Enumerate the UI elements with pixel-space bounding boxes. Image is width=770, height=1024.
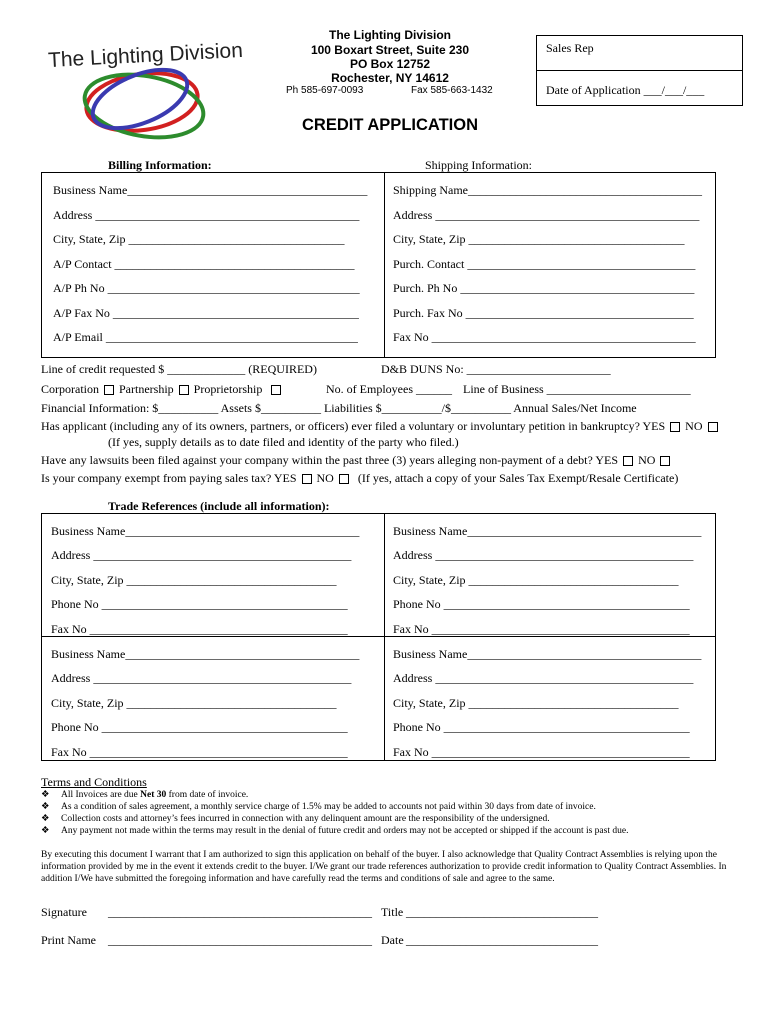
tax-exempt-yes-checkbox[interactable]: [302, 474, 312, 484]
signature-field[interactable]: ____________________________________________: [108, 905, 372, 919]
trade-ref-3-address-field[interactable]: Address ___________________________________________: [51, 671, 352, 685]
billing-city-state-zip-field[interactable]: City, State, Zip ____________________________________: [53, 232, 345, 246]
company-name: The Lighting Division: [329, 28, 451, 42]
trade-ref-1-phone-field[interactable]: Phone No _________________________________________: [51, 597, 348, 611]
corporation-checkbox[interactable]: [104, 385, 114, 395]
terms-bullet-1-text-end: from date of invoice.: [166, 790, 249, 800]
trade-ref-1-city-state-zip-field[interactable]: City, State, Zip ___________________________________: [51, 573, 337, 587]
trade-ref-2-business-name-field[interactable]: Business Name_______________________________________: [393, 524, 702, 538]
trade-ref-3-city-state-zip-field[interactable]: City, State, Zip ___________________________________: [51, 696, 337, 710]
trade-ref-4-fax-field[interactable]: Fax No ___________________________________________: [393, 745, 690, 759]
tax-exempt-question: [41, 471, 678, 486]
company-city: Rochester, NY 14612: [331, 71, 449, 85]
trade-ref-2-phone-field[interactable]: Phone No _________________________________________: [393, 597, 690, 611]
tax-exempt-note: (If yes, attach a copy of your Sales Tax Exempt/Resale Certificate): [357, 471, 679, 485]
trade-ref-2-address-field[interactable]: Address ___________________________________________: [393, 548, 694, 562]
bankruptcy-question-text: Has applicant (including any of its owners, partners, or officers) ever filed a voluntary or involuntary petition in bankruptcy? YES: [41, 419, 666, 433]
trade-ref-1-address-field[interactable]: Address ___________________________________________: [51, 548, 352, 562]
shipping-address-field[interactable]: Address ____________________________________________: [393, 208, 700, 222]
duns-number-field[interactable]: D&B DUNS No: ________________________: [381, 362, 611, 376]
lawsuit-no-checkbox[interactable]: [660, 456, 670, 466]
proprietorship-checkbox[interactable]: [271, 385, 281, 395]
title-label: Title: [381, 905, 404, 919]
bullet-icon: ❖: [41, 814, 50, 824]
trade-ref-2-fax-field[interactable]: Fax No ___________________________________________: [393, 622, 690, 636]
date-label: Date: [381, 933, 404, 947]
tax-exempt-question-text: Is your company exempt from paying sales tax? YES: [41, 471, 297, 485]
terms-bullet-2-text: As a condition of sales agreement, a monthly service charge of 1.5% may be added to accounts not paid within 30 days from date of invoice.: [61, 802, 596, 812]
terms-bullet-2: [41, 801, 596, 812]
partnership-checkbox[interactable]: [179, 385, 189, 395]
bullet-icon: ❖: [41, 790, 50, 800]
terms-bullet-4: [41, 825, 628, 836]
purchasing-contact-field[interactable]: Purch. Contact ______________________________________: [393, 257, 696, 271]
tax-exempt-no-label: NO: [316, 471, 334, 485]
trade-ref-3-fax-field[interactable]: Fax No ___________________________________________: [51, 745, 348, 759]
proprietorship-label: Proprietorship: [193, 382, 263, 396]
company-fax: Fax 585-663-1432: [411, 85, 493, 96]
logo-text: The Lighting Division: [47, 38, 244, 73]
employees-field[interactable]: No. of Employees ______: [326, 382, 452, 396]
trade-ref-1-fax-field[interactable]: Fax No ___________________________________________: [51, 622, 348, 636]
sales-rep-field[interactable]: Sales Rep: [546, 41, 594, 55]
corporation-label: Corporation: [41, 382, 99, 396]
billing-ap-fax-field[interactable]: A/P Fax No _________________________________________: [53, 306, 359, 320]
print-name-label: Print Name: [41, 933, 96, 947]
bankruptcy-note: (If yes, supply details as to date filed and identity of the party who filed.): [108, 435, 459, 449]
bullet-icon: ❖: [41, 826, 50, 836]
terms-bullet-4-text: Any payment not made within the terms may result in the denial of future credit and orders may not be accepted or shipped if the account is past due.: [61, 826, 629, 836]
line-of-business-field[interactable]: Line of Business ________________________: [463, 382, 691, 396]
lawsuit-yes-checkbox[interactable]: [623, 456, 633, 466]
date-field[interactable]: ________________________________: [406, 933, 598, 947]
title-field[interactable]: ________________________________: [406, 905, 598, 919]
trade-ref-3-phone-field[interactable]: Phone No _________________________________________: [51, 720, 348, 734]
shipping-name-field[interactable]: Shipping Name_______________________________________: [393, 183, 702, 197]
trade-ref-4-address-field[interactable]: Address ___________________________________________: [393, 671, 694, 685]
sales-rep-box: [536, 35, 743, 106]
billing-heading: Billing Information:: [108, 158, 212, 172]
trade-ref-4-business-name-field[interactable]: Business Name_______________________________________: [393, 647, 702, 661]
date-of-application-field[interactable]: Date of Application ___/___/___: [546, 83, 705, 97]
bullet-icon: ❖: [41, 802, 50, 812]
bankruptcy-no-label: NO: [685, 419, 703, 433]
shipping-fax-field[interactable]: Fax No ____________________________________________: [393, 330, 696, 344]
business-type-row: [41, 382, 283, 397]
billing-address-field[interactable]: Address ____________________________________________: [53, 208, 360, 222]
terms-heading: Terms and Conditions: [41, 775, 147, 789]
trade-ref-2-city-state-zip-field[interactable]: City, State, Zip ___________________________________: [393, 573, 679, 587]
signature-label: Signature: [41, 905, 87, 919]
lawsuit-no-label: NO: [638, 453, 656, 467]
tax-exempt-no-checkbox[interactable]: [339, 474, 349, 484]
trade-ref-1-business-name-field[interactable]: Business Name_______________________________________: [51, 524, 360, 538]
bankruptcy-no-checkbox[interactable]: [708, 422, 718, 432]
shipping-heading: Shipping Information:: [425, 158, 532, 172]
page-title: CREDIT APPLICATION: [302, 116, 478, 134]
company-street: 100 Boxart Street, Suite 230: [310, 43, 470, 57]
billing-business-name-field[interactable]: Business Name________________________________________: [53, 183, 368, 197]
shipping-city-state-zip-field[interactable]: City, State, Zip ____________________________________: [393, 232, 685, 246]
line-of-credit-field[interactable]: Line of credit requested $ _____________ (REQUIRED): [41, 362, 317, 376]
terms-bullet-3: [41, 813, 550, 824]
purchasing-phone-field[interactable]: Purch. Ph No _______________________________________: [393, 281, 695, 295]
partnership-label: Partnership: [119, 382, 174, 396]
billing-ap-contact-field[interactable]: A/P Contact ________________________________________: [53, 257, 355, 271]
authorization-paragraph: By executing this document I warrant that I am authorized to sign this application on behalf of the buyer. I also acknowledge that Quality Contract Assemblies is relying upon the information provided by me in the event it extends credit to the buyer. I/We grant our trade references authorization to provide credit information to Quality Contract Assemblies. In addition I/We have submitted the foregoing information and have carefully read the terms and conditions of sale and agree to the same.: [41, 850, 727, 884]
financial-information-field[interactable]: Financial Information: $__________ Assets $__________ Liabilities $__________/$__________ Annual Sales/Net Income: [41, 401, 637, 415]
terms-net30: Net 30: [140, 790, 167, 800]
trade-ref-4-city-state-zip-field[interactable]: City, State, Zip ___________________________________: [393, 696, 679, 710]
trade-references-heading: Trade References (include all information):: [108, 499, 330, 513]
purchasing-fax-field[interactable]: Purch. Fax No ______________________________________: [393, 306, 694, 320]
bankruptcy-yes-checkbox[interactable]: [670, 422, 680, 432]
print-name-field[interactable]: ____________________________________________: [108, 933, 372, 947]
trade-ref-4-phone-field[interactable]: Phone No _________________________________________: [393, 720, 690, 734]
company-phone: Ph 585-697-0093: [286, 85, 364, 96]
trade-ref-3-business-name-field[interactable]: Business Name_______________________________________: [51, 647, 360, 661]
lawsuit-question: [41, 453, 672, 468]
bankruptcy-question: [41, 419, 720, 434]
lawsuit-question-text: Have any lawsuits been filed against your company within the past three (3) years alleging non-payment of a debt? YES: [41, 453, 619, 467]
company-po-box: PO Box 12752: [349, 57, 431, 71]
terms-bullet-1: [41, 789, 248, 800]
billing-ap-email-field[interactable]: A/P Email __________________________________________: [53, 330, 358, 344]
terms-bullet-1-text: All Invoices are due: [61, 790, 141, 800]
billing-ap-phone-field[interactable]: A/P Ph No __________________________________________: [53, 281, 360, 295]
terms-bullet-3-text: Collection costs and attorney’s fees incurred in connection with any delinquent amount are the responsibility of the undersigned.: [61, 814, 550, 824]
